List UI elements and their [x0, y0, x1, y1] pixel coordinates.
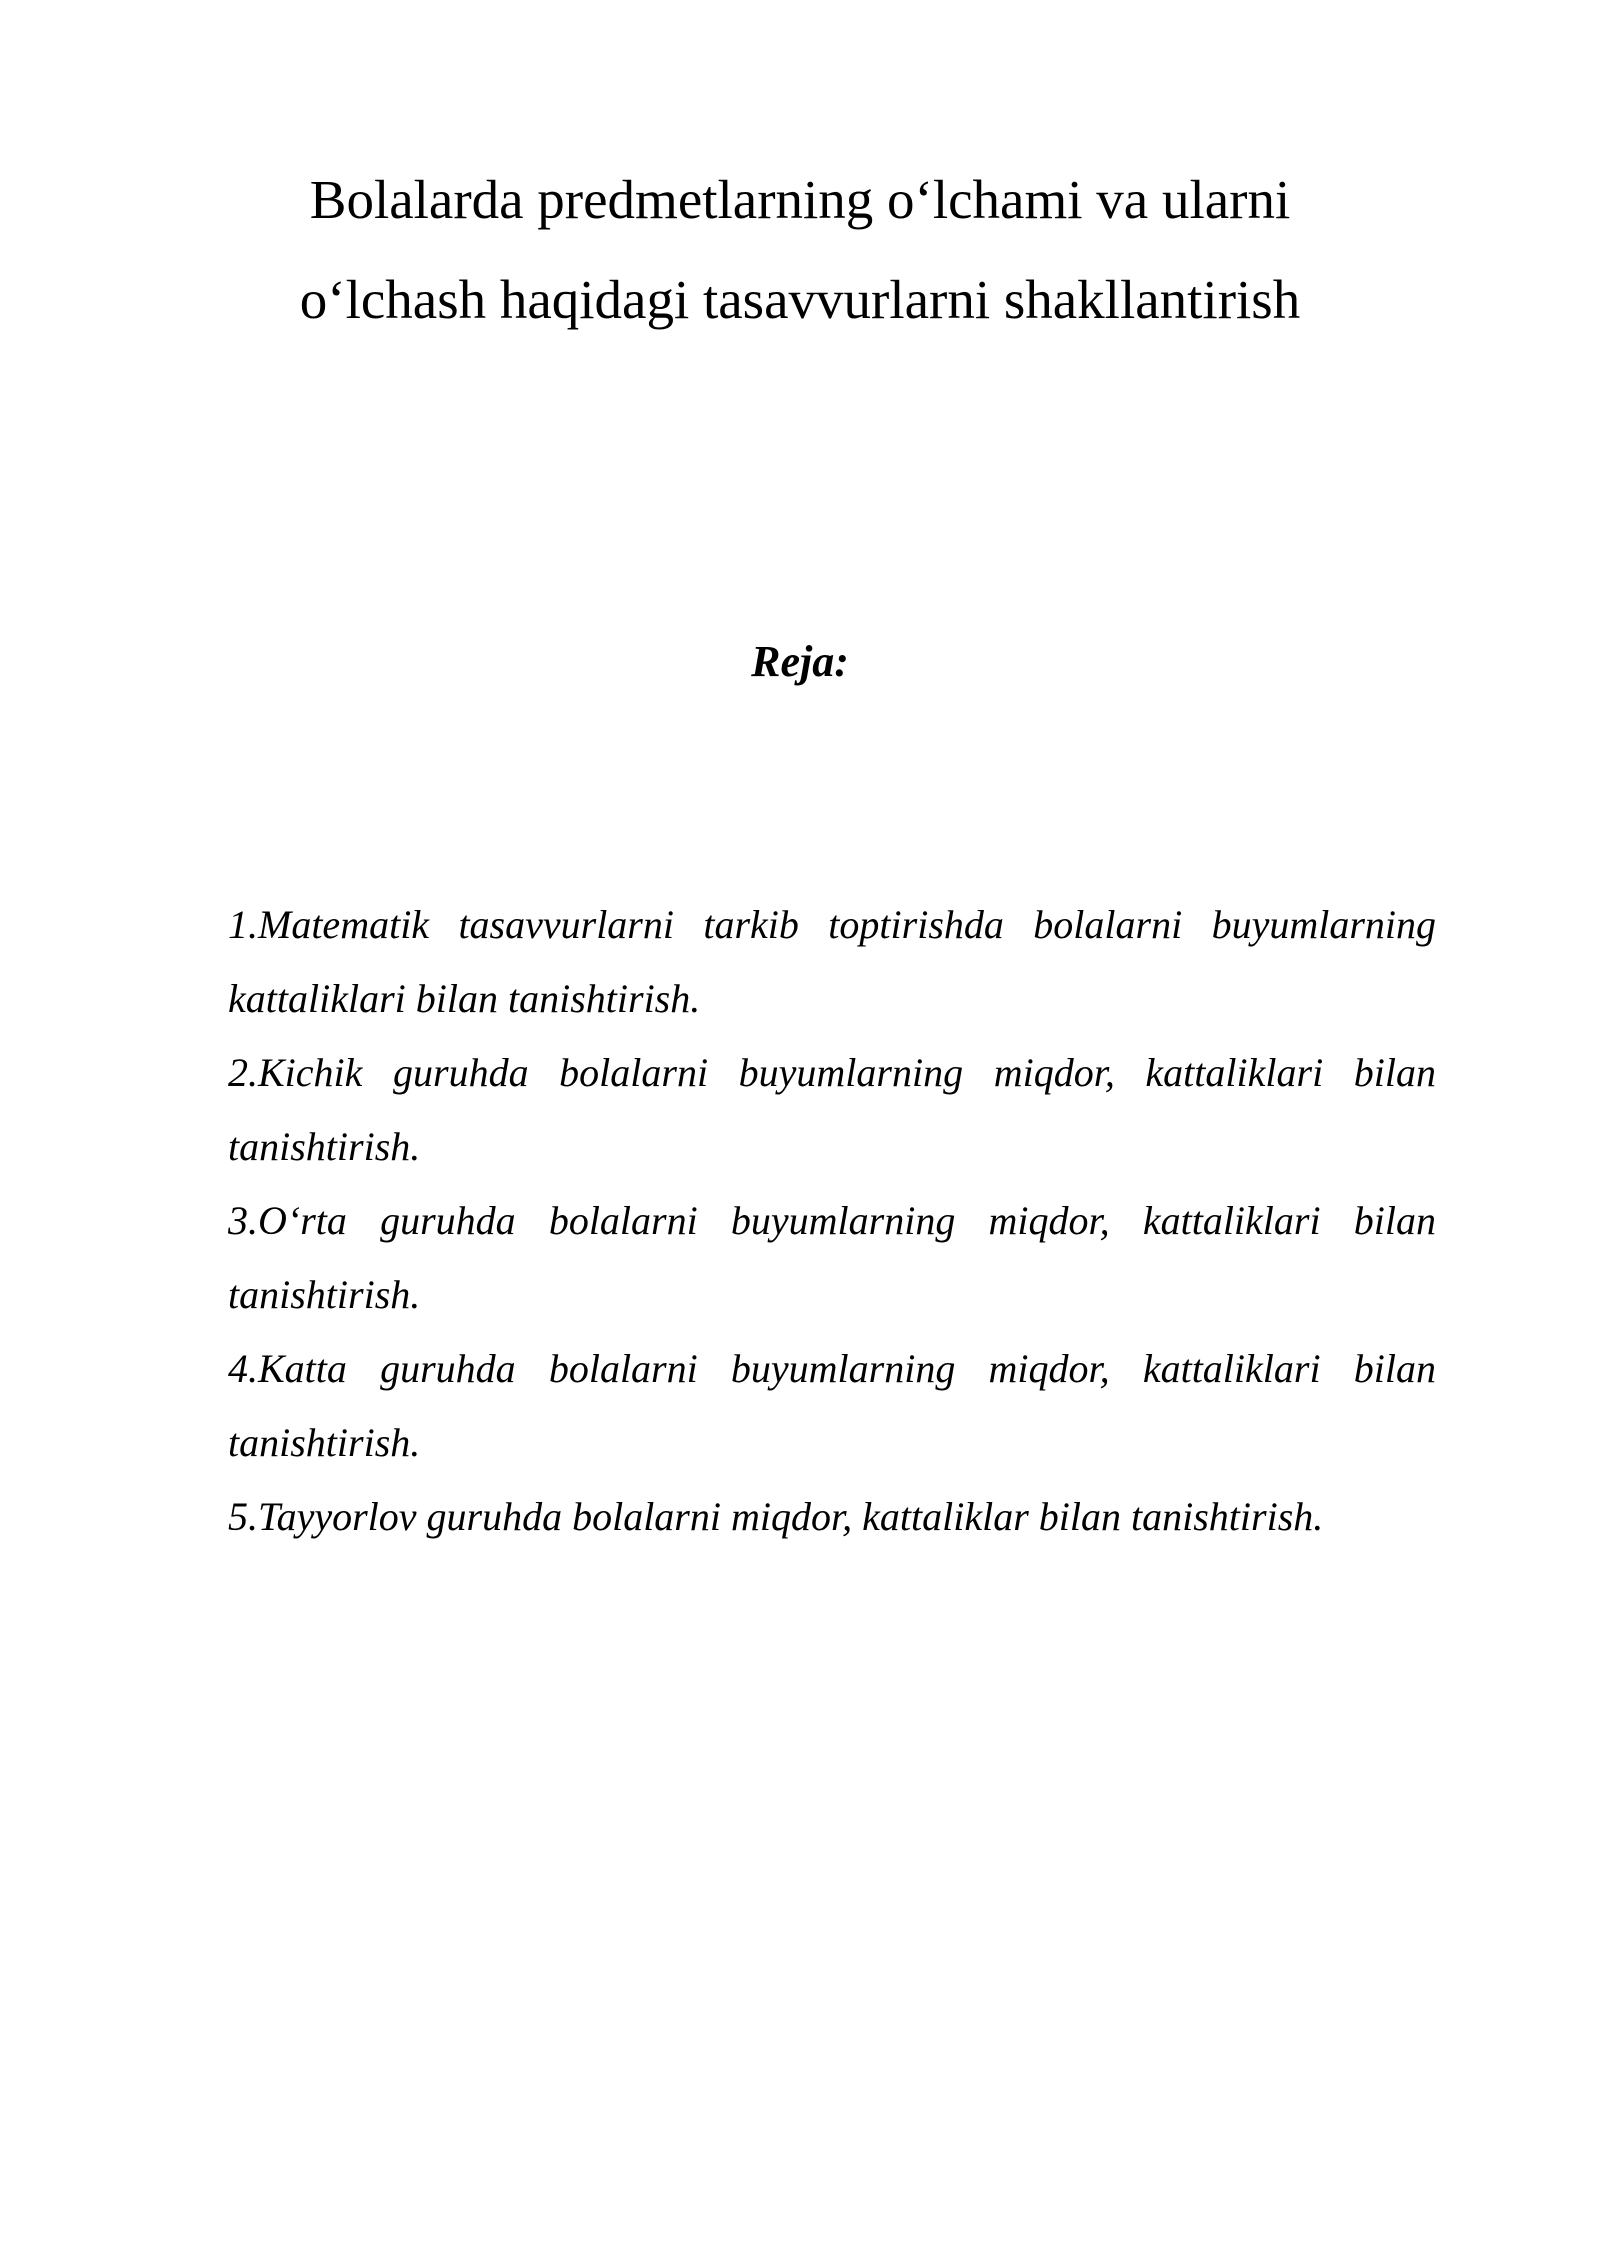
- plan-item-1: 1.Matematik tasavvurlarni tarkib toptirishda bolalarni buyumlarning kattaliklari bilan tanishtirish.: [228, 902, 1436, 1021]
- document-title: [0, 150, 1600, 350]
- plan-item-4: 4.Katta guruhda bolalarni buyumlarning miqdor, kattaliklari bilan tanishtirish.: [228, 1346, 1436, 1465]
- plan-item-2: 2.Kichik guruhda bolalarni buyumlarning miqdor, kattaliklari bilan tanishtirish.: [228, 1050, 1436, 1169]
- plan-list: [228, 888, 1436, 1554]
- plan-item-3: 3.O‘rta guruhda bolalarni buyumlarning miqdor, kattaliklari bilan tanishtirish.: [228, 1198, 1436, 1317]
- plan-item-5: 5.Tayyorlov guruhda bolalarni miqdor, kattaliklar bilan tanishtirish.: [228, 1494, 1324, 1539]
- title-line-1: Bolalarda predmetlarning o‘lchami va ularni: [309, 169, 1291, 230]
- plan-heading: Reja:: [751, 637, 849, 686]
- title-line-2: o‘lchash haqidagi tasavvurlarni shakllantirish: [299, 269, 1301, 330]
